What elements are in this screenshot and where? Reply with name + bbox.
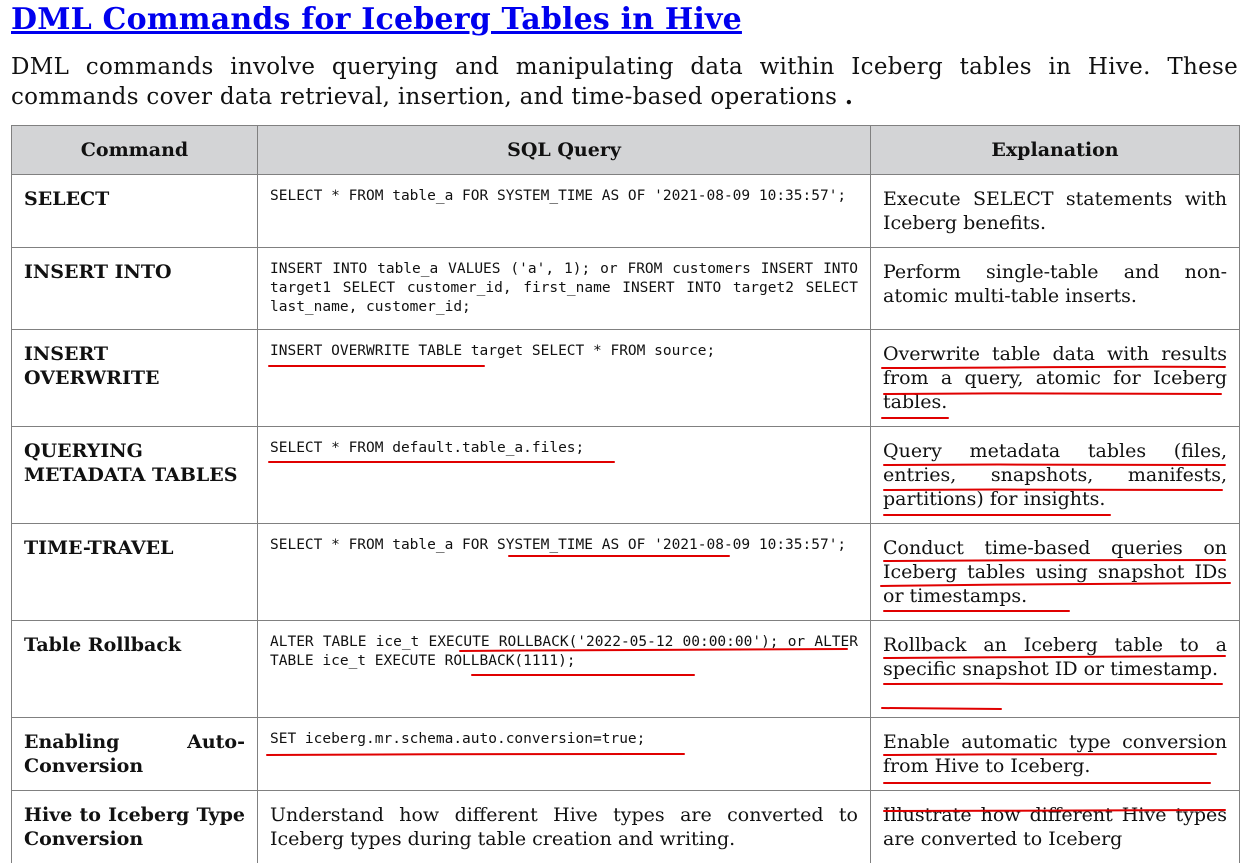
dml-commands-table <box>11 125 1240 863</box>
table-row <box>12 330 1240 427</box>
table-row <box>12 791 1240 863</box>
header-command: Command <box>12 126 258 175</box>
sql-cell: Understand how different Hive types are converted to Iceberg types during table creation and writing. <box>258 791 871 863</box>
intro-end: . <box>844 83 854 110</box>
table-row <box>12 175 1240 248</box>
command-cell: Hive to Iceberg Type Conversion <box>12 791 258 863</box>
table-header-row <box>12 126 1240 175</box>
explanation-cell: Rollback an Iceberg table to a specific snapshot ID or timestamp. <box>871 621 1240 718</box>
intro-paragraph <box>11 53 1238 112</box>
command-cell: Enabling Auto-Conversion <box>12 718 258 791</box>
sql-cell: INSERT OVERWRITE TABLE target SELECT * FROM source; <box>258 330 871 427</box>
explanation-cell: Illustrate how different Hive types are converted to Iceberg <box>871 791 1240 863</box>
command-cell: QUERYING METADATA TABLES <box>12 427 258 524</box>
sql-cell: SELECT * FROM table_a FOR SYSTEM_TIME AS OF '2021-08-09 10:35:57'; <box>258 524 871 621</box>
sql-cell: INSERT INTO table_a VALUES ('a', 1); or FROM customers INSERT INTO target1 SELECT customer_id, first_name INSERT INTO target2 SELECT last_name, customer_id; <box>258 248 871 330</box>
table-row <box>12 621 1240 718</box>
explanation-cell: Overwrite table data with results from a query, atomic for Iceberg tables. <box>871 330 1240 427</box>
explanation-cell: Conduct time-based queries on Iceberg tables using snapshot IDs or timestamps. <box>871 524 1240 621</box>
page-title[interactable]: DML Commands for Iceberg Tables in Hive <box>11 2 742 37</box>
intro-text: DML commands involve querying and manipulating data within Iceberg tables in Hive. These commands cover data retrieval, insertion, and time-based operations <box>11 54 1238 110</box>
sql-cell: SELECT * FROM default.table_a.files; <box>258 427 871 524</box>
table-row <box>12 427 1240 524</box>
command-cell: Table Rollback <box>12 621 258 718</box>
explanation-cell: Execute SELECT statements with Iceberg benefits. <box>871 175 1240 248</box>
command-cell: SELECT <box>12 175 258 248</box>
sql-cell: ALTER TABLE ice_t EXECUTE ROLLBACK('2022-05-12 00:00:00'); or ALTER TABLE ice_t EXECUTE ROLLBACK(1111); <box>258 621 871 718</box>
header-explanation: Explanation <box>871 126 1240 175</box>
explanation-cell: Query metadata tables (files, entries, snapshots, manifests, partitions) for insights. <box>871 427 1240 524</box>
explanation-cell: Enable automatic type conversion from Hive to Iceberg. <box>871 718 1240 791</box>
command-cell: TIME-TRAVEL <box>12 524 258 621</box>
sql-cell: SET iceberg.mr.schema.auto.conversion=true; <box>258 718 871 791</box>
header-sql-query: SQL Query <box>258 126 871 175</box>
command-cell: INSERT INTO <box>12 248 258 330</box>
table-row <box>12 248 1240 330</box>
table-row <box>12 524 1240 621</box>
explanation-cell: Perform single-table and non-atomic multi-table inserts. <box>871 248 1240 330</box>
table-row <box>12 718 1240 791</box>
command-cell: INSERT OVERWRITE <box>12 330 258 427</box>
sql-cell: SELECT * FROM table_a FOR SYSTEM_TIME AS OF '2021-08-09 10:35:57'; <box>258 175 871 248</box>
